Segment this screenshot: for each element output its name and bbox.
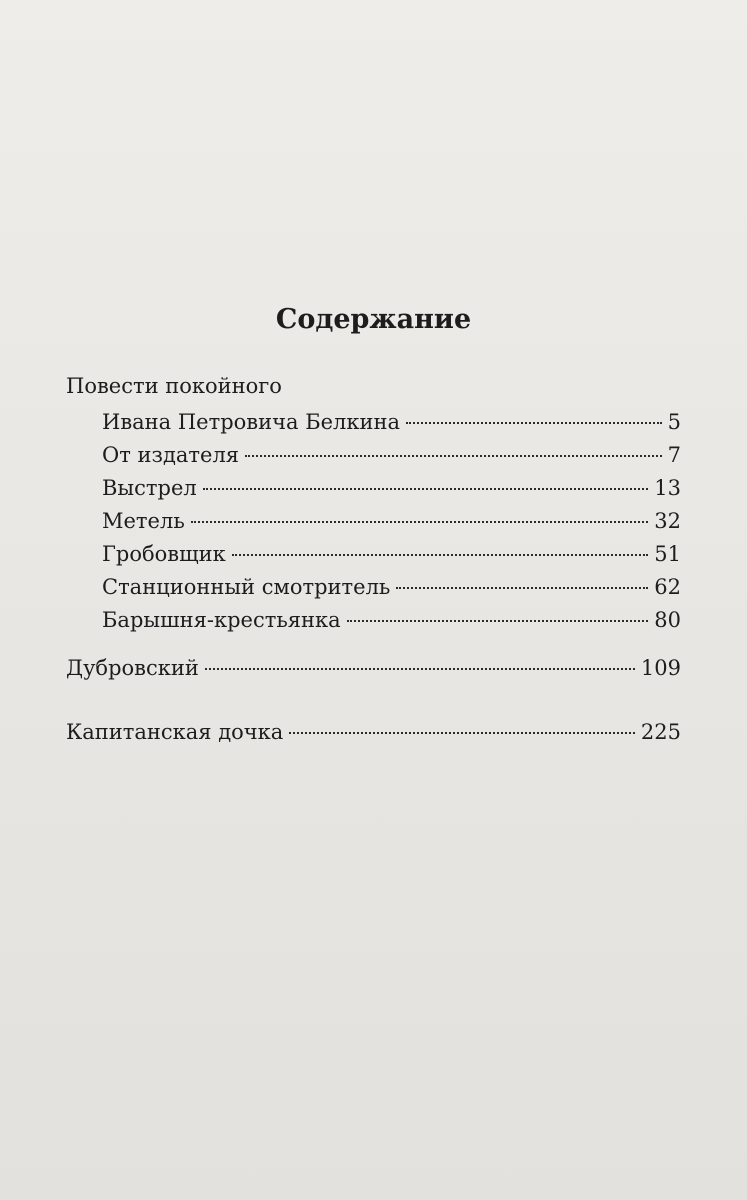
toc-entry[interactable] [66, 656, 681, 680]
toc-entry-page: 13 [654, 476, 681, 500]
toc-entry-label: Метель [102, 509, 185, 533]
toc-entry[interactable] [102, 509, 681, 533]
dot-leader [347, 620, 649, 622]
toc-entry-page: 32 [654, 509, 681, 533]
toc-entry[interactable] [102, 608, 681, 632]
contents-title: Содержание [275, 304, 472, 335]
toc-entry-label: Дубровский [66, 656, 199, 680]
toc-entry-page: 80 [654, 608, 681, 632]
toc-entry-label: Выстрел [102, 476, 197, 500]
part-heading: Повести покойного [66, 374, 282, 398]
dot-leader [191, 521, 649, 523]
toc-entry-page: 62 [654, 575, 681, 599]
toc-entry[interactable] [102, 476, 681, 500]
toc-entry-page: 225 [640, 720, 681, 744]
dot-leader [232, 554, 649, 556]
toc-entry-page: 5 [667, 410, 681, 434]
toc-entry-label: Барышня-крестьянка [102, 608, 341, 632]
toc-entry-page: 109 [640, 656, 681, 680]
toc-entry[interactable] [102, 542, 681, 566]
dot-leader [245, 455, 662, 457]
toc-entry-label: Ивана Петровича Белкина [102, 410, 401, 434]
toc-entry[interactable] [102, 575, 681, 599]
toc-entry[interactable] [102, 443, 681, 467]
dot-leader [203, 488, 649, 490]
toc-entry-label: От издателя [102, 443, 240, 467]
toc-entry-page: 51 [654, 542, 681, 566]
dot-leader [205, 668, 635, 670]
toc-entry[interactable] [66, 720, 681, 744]
dot-leader [406, 422, 662, 424]
toc-entry-label: Станционный смотритель [102, 575, 391, 599]
dot-leader [396, 587, 648, 589]
dot-leader [289, 732, 635, 734]
toc-entry-label: Гробовщик [102, 542, 226, 566]
toc-entry-page: 7 [667, 443, 681, 467]
toc-entry[interactable] [102, 410, 681, 434]
toc-entry-label: Капитанская дочка [66, 720, 284, 744]
